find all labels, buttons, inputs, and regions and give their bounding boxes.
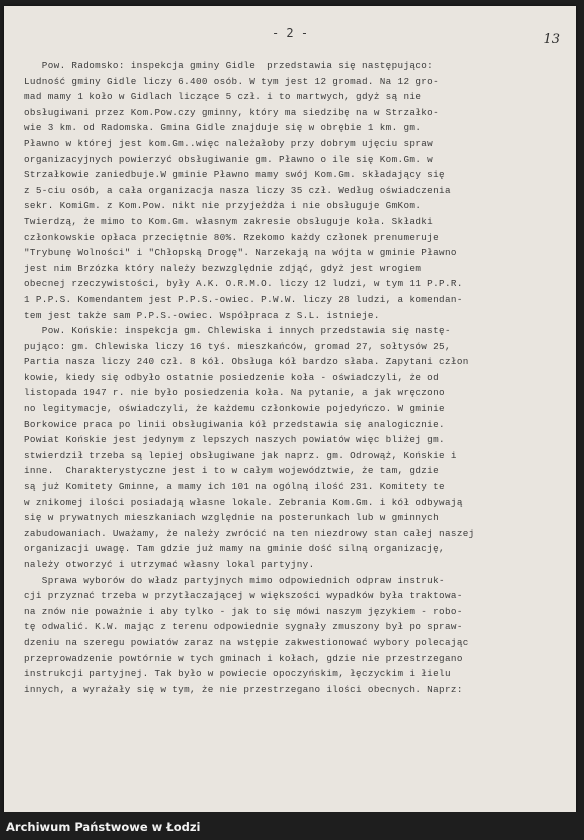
text-line: listopada 1947 r. nie było posiedzenia koła. Na pytanie, a jak wręczono <box>24 387 445 399</box>
text-line: inne. Charakterystyczne jest i to w całym województwie, że tam, gdzie <box>24 465 440 477</box>
text-line: członkowskie opłaca przeciętnie 80%. Rzekomo każdy członek prenumeruje <box>24 231 440 243</box>
text-line: innych, a wyrażały się w tym, że nie przestrzegano ilości obecnych. Naprz: <box>24 683 463 695</box>
text-line: obsługiwani przez Kom.Pow.czy gminny, który ma siedzibę na w Strzałko- <box>24 106 440 118</box>
text-line: organizacyjnych powierzyć obsługiwanie gm. Pławno o ile się Kom.Gm. w <box>24 153 434 165</box>
text-line: są już Komitety Gminne, a mamy ich 101 na ogólną ilość 231. Komitety te <box>24 481 445 493</box>
text-line: Pow. Końskie: inspekcja gm. Chlewiska i innych przedstawia się nastę- <box>24 325 451 337</box>
text-line: no legitymacje, oświadczyli, że każdemu członkowie pojedyńczo. W gminie <box>24 403 445 415</box>
text-line: dzeniu na szeregu powiatów zaraz na wstępie zakwestionować wybory polecając <box>24 636 469 648</box>
text-line: w znikomej ilości posiadają własne lokale. Zebrania Kom.Gm. i kół odbywają <box>24 496 463 508</box>
text-line: jest nim Brzózka który należy bezwzględnie zdjąć, gdyż jest wrogiem <box>24 262 422 274</box>
text-line: pująco: gm. Chlewiska liczy 16 tyś. mieszkańców, gromad 27, sołtysów 25, <box>24 340 451 352</box>
text-line: na znów nie poważnie i aby tylko - jak to się mówi naszym językiem - robo- <box>24 605 463 617</box>
text-line: należy otworzyć i utrzymać własny lokal partyjny. <box>24 559 315 570</box>
text-line: obecnej rzeczywistości, były A.K. O.R.M.O. liczy 12 ludzi, w tym 11 P.P.R. <box>24 278 463 290</box>
text-line: Sprawa wyborów do władz partyjnych mimo odpowiednich odpraw instruk- <box>24 574 445 586</box>
typed-text-body <box>24 58 558 697</box>
folio-number: 13 <box>543 32 560 47</box>
text-line: Borkowice praca po linii obsługiwania kół przedstawia się analogicznie. <box>24 418 445 430</box>
text-line: wie 3 km. od Radomska. Gmina Gidle znajduje się w obrębie 1 km. gm. <box>24 122 422 134</box>
text-line: Pławno w której jest kom.Gm..więc należałoby przy dobrym ujęciu spraw <box>24 137 434 149</box>
text-line: Strzałkowie zaniedbuje.W gminie Pławno mamy swój Kom.Gm. składający się <box>24 169 445 181</box>
text-line: mad mamy 1 koło w Gidlach liczące 5 czł. i to martwych, gdyż są nie <box>24 91 422 103</box>
page-number: - 2 - <box>271 26 309 40</box>
text-line: zabudowaniach. Uważamy, że należy zwrócić na ten niezdrowy stan całej naszej <box>24 527 475 539</box>
archive-footer-bar <box>0 812 584 840</box>
text-line: Pow. Radomsko: inspekcja gminy Gidle przedstawia się następująco: <box>24 60 434 71</box>
text-line: stwierdził trzeba są lepiej obsługiwane jak naprz. gm. Odrowąż, Końskie i <box>24 449 457 461</box>
text-line: tę odwalić. K.W. mając z terenu odpowiednie sygnały zmuszony był po spraw- <box>24 621 463 633</box>
text-line: 1 P.P.S. Komendantem jest P.P.S.-owiec. P.W.W. liczy 28 ludzi, a komendan- <box>24 293 463 305</box>
archive-label: Archiwum Państwowe w Łodzi <box>6 820 201 834</box>
text-line: Ludność gminy Gidle liczy 6.400 osób. W tym jest 12 gromad. Na 12 gro- <box>24 75 440 87</box>
text-line: "Trybunę Wolności" i "Chłopską Drogę". Narzekają na wójta w gminie Pławno <box>24 247 457 259</box>
document-page <box>4 6 576 812</box>
text-line: tem jest także sam P.P.S.-owiec. Współpraca z S.L. istnieje. <box>24 309 380 321</box>
text-line: przeprowadzenie powtórnie w tych gminach i kołach, gdzie nie przestrzegano <box>24 652 463 664</box>
text-line: kowie, kiedy się odbyło ostatnie posiedzenie koła - oświadczyli, że od <box>24 371 440 383</box>
text-line: z 5-ciu osób, a cała organizacja nasza liczy 35 czł. Według oświadczenia <box>24 184 451 196</box>
text-line: Twierdzą, że mimo to Kom.Gm. własnym zakresie obsługuje koła. Składki <box>24 215 434 227</box>
text-line: sekr. KomiGm. z Kom.Pow. nikt nie przyjeżdża i nie obsługuje GmKom. <box>24 200 422 212</box>
text-line: Powiat Końskie jest jedynym z lepszych naszych powiatów więc bliżej gm. <box>24 434 445 446</box>
text-line: Partia nasza liczy 240 czł. 8 kół. Obsługa kół bardzo słaba. Zapytani człon <box>24 356 469 368</box>
text-line: się w prywatnych mieszkaniach względnie na posterunkach lub w gminnych <box>24 512 440 524</box>
text-line: organizacji uwagę. Tam gdzie już mamy na gminie dość silną organizację, <box>24 543 445 555</box>
text-line: instrukcji partyjnej. Tak było w powiecie opoczyńskim, łęczyckim i łielu <box>24 668 451 680</box>
text-line: cji przyznać trzeba w przytłaczającej w większości wypadków była traktowa- <box>24 590 463 602</box>
